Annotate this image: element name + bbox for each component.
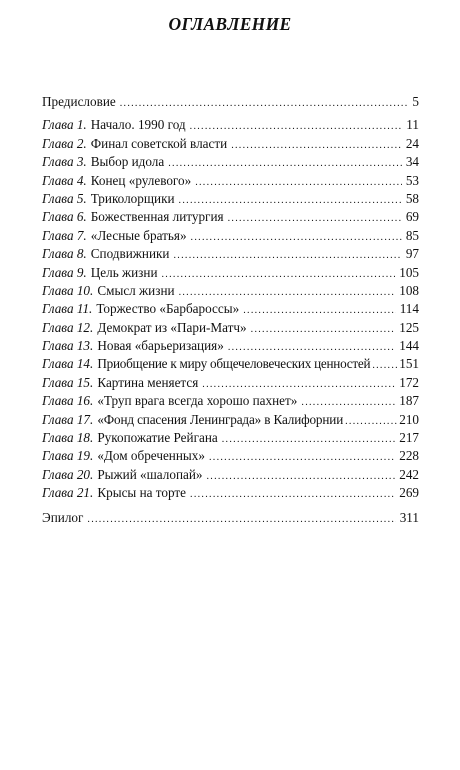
chapter-page: 53 <box>405 172 419 188</box>
chapter-label: Глава 4. <box>42 172 87 188</box>
chapter-label: Глава 11. <box>42 301 93 317</box>
chapter-title: «Фонд спасения Ленинграда» в Калифорнии <box>97 411 344 427</box>
chapter-label: Глава 6. <box>42 209 87 225</box>
toc-entry <box>42 392 419 410</box>
toc-entry <box>42 282 419 300</box>
toc-entry <box>42 135 419 153</box>
chapter-label: Глава 3. <box>42 154 87 170</box>
dot-leader <box>228 210 402 228</box>
chapter-title: Начало. 1990 год <box>90 117 186 133</box>
chapter-label: Глава 5. <box>42 190 87 206</box>
chapter-page: 172 <box>399 374 419 390</box>
dot-leader <box>191 229 402 247</box>
toc-entry <box>42 319 419 337</box>
toc-entry <box>42 172 419 190</box>
dot-leader <box>190 486 395 504</box>
dot-leader <box>87 511 395 529</box>
chapter-page: 114 <box>399 301 419 317</box>
toc-entry-title: Эпилог <box>42 509 84 525</box>
dot-leader <box>251 321 396 339</box>
toc-entry-page: 311 <box>399 509 419 525</box>
chapter-page: 210 <box>399 411 419 427</box>
chapter-title: «Дом обреченных» <box>97 448 205 464</box>
toc-entry <box>42 337 419 355</box>
toc-entry <box>42 429 419 447</box>
chapter-title: Смысл жизни <box>97 282 175 298</box>
chapter-title: Крысы на торте <box>97 485 187 501</box>
toc-entry-page: 5 <box>412 94 419 109</box>
dot-leader <box>222 431 395 449</box>
toc-entry <box>42 484 419 502</box>
chapter-label: Глава 14. <box>42 356 94 372</box>
chapter-page: 242 <box>399 466 419 482</box>
toc-entry <box>42 355 419 373</box>
dot-leader <box>120 95 409 113</box>
chapter-label: Глава 19. <box>42 448 94 464</box>
chapter-label: Глава 18. <box>42 430 94 446</box>
table-of-contents <box>42 93 419 527</box>
chapter-title: Приобщение к миру общечеловеческих ценностей <box>97 356 371 372</box>
chapter-label: Глава 12. <box>42 319 94 335</box>
chapter-title: Финал советской власти <box>90 135 228 151</box>
chapter-title: Выбор идола <box>90 154 165 170</box>
chapter-title: «Труп врага всегда хорошо пахнет» <box>97 393 298 409</box>
dot-leader <box>345 413 397 431</box>
chapter-label: Глава 17. <box>42 411 94 427</box>
chapter-label: Глава 21. <box>42 485 94 501</box>
chapter-title: Торжество «Барбароссы» <box>96 301 240 317</box>
chapter-page: 108 <box>399 282 419 298</box>
toc-entry <box>42 264 419 282</box>
chapter-label: Глава 8. <box>42 246 87 262</box>
chapter-page: 151 <box>399 356 419 372</box>
dot-leader <box>243 302 395 320</box>
chapter-page: 269 <box>399 485 419 501</box>
toc-entry <box>42 245 419 263</box>
chapter-title: Рыжий «шалопай» <box>97 466 203 482</box>
chapter-label: Глава 2. <box>42 135 87 151</box>
toc-entry <box>42 208 419 226</box>
toc-entry-epilogue <box>42 509 419 527</box>
toc-entry <box>42 116 419 134</box>
chapter-title: Триколорщики <box>90 190 175 206</box>
chapter-page: 24 <box>405 135 419 151</box>
dot-leader <box>207 468 396 486</box>
chapter-page: 58 <box>405 190 419 206</box>
chapter-page: 97 <box>405 246 419 262</box>
dot-leader <box>372 357 397 375</box>
chapter-title: Цель жизни <box>90 264 158 280</box>
chapter-page: 11 <box>406 117 419 133</box>
toc-entry <box>42 300 419 318</box>
chapter-label: Глава 1. <box>42 117 87 133</box>
chapter-page: 105 <box>399 264 419 280</box>
chapter-page: 69 <box>405 209 419 225</box>
dot-leader <box>231 137 402 155</box>
chapter-title: Демократ из «Пари-Матч» <box>97 319 247 335</box>
toc-entry-title: Предисловие <box>42 94 116 109</box>
toc-entry <box>42 374 419 392</box>
dot-leader <box>162 266 396 284</box>
chapter-label: Глава 15. <box>42 374 94 390</box>
toc-entry <box>42 153 419 171</box>
toc-entry <box>42 190 419 208</box>
chapter-title: Картина меняется <box>97 374 199 390</box>
dot-leader <box>168 155 402 173</box>
toc-entry <box>42 466 419 484</box>
dot-leader <box>174 247 402 265</box>
chapter-label: Глава 20. <box>42 466 94 482</box>
chapter-page: 187 <box>399 393 419 409</box>
chapter-page: 85 <box>405 227 419 243</box>
chapter-label: Глава 7. <box>42 227 87 243</box>
toc-entry <box>42 227 419 245</box>
chapter-page: 228 <box>399 448 419 464</box>
chapter-title: «Лесные братья» <box>90 227 187 243</box>
chapter-page: 144 <box>399 338 419 354</box>
chapter-page: 125 <box>399 319 419 335</box>
chapter-label: Глава 16. <box>42 393 94 409</box>
chapter-title: Рукопожатие Рейгана <box>97 430 218 446</box>
chapter-label: Глава 13. <box>42 338 94 354</box>
chapter-label: Глава 9. <box>42 264 87 280</box>
chapter-title: Новая «барьеризация» <box>97 338 224 354</box>
page-title: ОГЛАВЛЕНИЕ <box>168 14 292 34</box>
toc-entry <box>42 447 419 465</box>
chapter-label: Глава 10. <box>42 282 94 298</box>
toc-entry-preface <box>42 93 419 111</box>
chapter-page: 34 <box>405 154 419 170</box>
chapter-page: 217 <box>399 430 419 446</box>
chapter-title: Сподвижники <box>90 246 170 262</box>
chapter-title: Божественная литургия <box>90 209 224 225</box>
chapter-title: Конец «рулевого» <box>90 172 192 188</box>
dot-leader <box>209 449 395 467</box>
dot-leader <box>195 174 402 192</box>
toc-entry <box>42 411 419 429</box>
